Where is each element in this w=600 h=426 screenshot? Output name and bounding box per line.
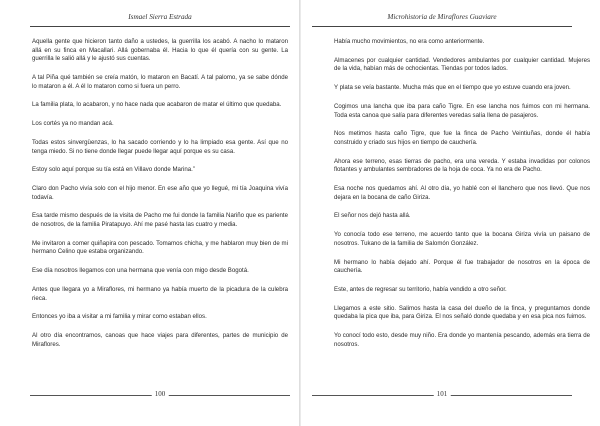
paragraph: Antes que llegara yo a Miraflores, mi hermano ya había muerto de la picadura de la culebra rieca.	[32, 285, 288, 302]
paragraph: Cogimos una lancha que iba para caño Tigre. En ese lancha nos fuimos con mi hermana. Toda esta canoa que salía para diferentes veredas salía llena de pasajeros.	[334, 102, 590, 119]
paragraph: Todas estos sinvergüenzas, lo ha sacado corriendo y lo ha limpiado esa gente. Así que no tenga miedo. Si no tiene donde llegar puede llegar aquí porque es su casa.	[32, 138, 288, 155]
paragraph: A tal Piña qué también se creía matón, lo mataron en Bacatí. A tal palomo, ya se sabe dónde lo mataron a él. A él lo mataron como si fuera un perro.	[32, 73, 288, 90]
paragraph: Estoy solo aquí porque su tía está en Villavo donde Marina.”	[32, 166, 195, 174]
paragraph: Había mucho movimientos, no era como anteriormente.	[334, 38, 485, 45]
left-page-body	[32, 38, 288, 360]
paragraph: Esa noche nos quedamos ahí. Al otro día, yo hablé con el llanchero que nos llevó. Que nos dejara en la bocana de caño Giriza.	[334, 185, 590, 201]
paragraph: Nos metimos hasta caño Tigre, que fue la finca de Pacho Veintiuñas, donde él había construido y criado sus hijos en tiempo de cauchería.	[334, 130, 590, 146]
paragraph: Ahora ese terreno, esas tierras de pacho, era una vereda. Y estaba invadidas por colonos flotantes y ambulantes sembradores de la hoja de coca. Ya no era de Pacho.	[334, 157, 590, 174]
right-page-footer	[312, 388, 572, 402]
paragraph: La familia plata, lo acabaron, y no hace nada que acabaron de matar el último que quedaba.	[32, 101, 282, 109]
paragraph: Este, antes de regresar su territorio, había vendido a otro señor.	[334, 285, 507, 293]
left-page-header: Ismael Sierra Estrada	[30, 5, 290, 27]
paragraph: Ese día nosotros llegamos con una hermana que venía con migo desde Bogotá.	[32, 267, 249, 275]
paragraph: Claro don Pacho vivía solo con el hijo menor. En ese año que yo llegué, mi tía Joaquina vivía todavía.	[32, 185, 288, 201]
paragraph: Yo conocí todo esto, desde muy niño. Era donde yo mantenía pescando, además era tierra de nosotros.	[334, 332, 590, 348]
paragraph: Esa tarde mismo después de la visita de Pacho me fui donde la familia Nariño que es pariente de nosotros, de la familia Piratapuyo. Ahí me pasé hasta las cuatro y media.	[32, 212, 288, 229]
paragraph: Los cortés ya no mandan acá.	[32, 120, 114, 128]
left-page-footer	[30, 388, 290, 402]
page-number: 101	[434, 390, 451, 398]
right-page	[300, 0, 600, 426]
paragraph: Y plata se veía bastante. Mucha más que en el tiempo que yo estuve cuando era joven.	[334, 84, 571, 92]
paragraph: Aquella gente que hicieron tanto daño a ustedes, la guerrilla los acabó. A nacho lo mataron allá en su finca en Macallari. Allá gobernaba él. Hacia lo que él quería con su gente. La guerrilla le salió allá y le ajustó sus cuentas.	[32, 38, 288, 63]
paragraph: Al otro día encontramos, canoas que hace viajes para diferentes, partes de municipio de Miraflores.	[32, 332, 288, 348]
paragraph: Mi hermano lo había dejado ahí. Porque él fue trabajador de nosotros en la época de cauchería.	[334, 258, 590, 275]
paragraph: Almacenes por cualquier cantidad. Vendedores ambulantes por cualquier cantidad. Mujeres de la vida, habían más de ochocientas. Tiendas por todos lados.	[334, 56, 590, 73]
page-number: 100	[152, 390, 169, 398]
paragraph: Yo conocía todo ese terreno, me acuerdo tanto que la bocana Giriza vivía un paisano de nosotros. Tukano de la familia de Salomón González.	[334, 231, 590, 247]
paragraph: Me invitaron a comer quiñapira con pescado. Tomamos chicha, y me hablaron muy bien de mi hermano Celino que estaba organizando.	[32, 239, 288, 256]
right-page-body	[334, 38, 590, 360]
paragraph: El señor nos dejó hasta allá.	[334, 212, 411, 220]
paragraph: Llegamos a este sitio. Salimos hasta la casa del dueño de la finca, y preguntamos donde quedaba la pica que iba, para Giriza. El nos señaló donde quedaba y en esa pica nos fuimos.	[334, 304, 590, 321]
right-page-header: Microhistoria de Miraflores Guaviare	[312, 5, 572, 27]
paragraph: Entonces yo iba a visitar a mi familia y mirar como estaban ellos.	[32, 313, 207, 321]
